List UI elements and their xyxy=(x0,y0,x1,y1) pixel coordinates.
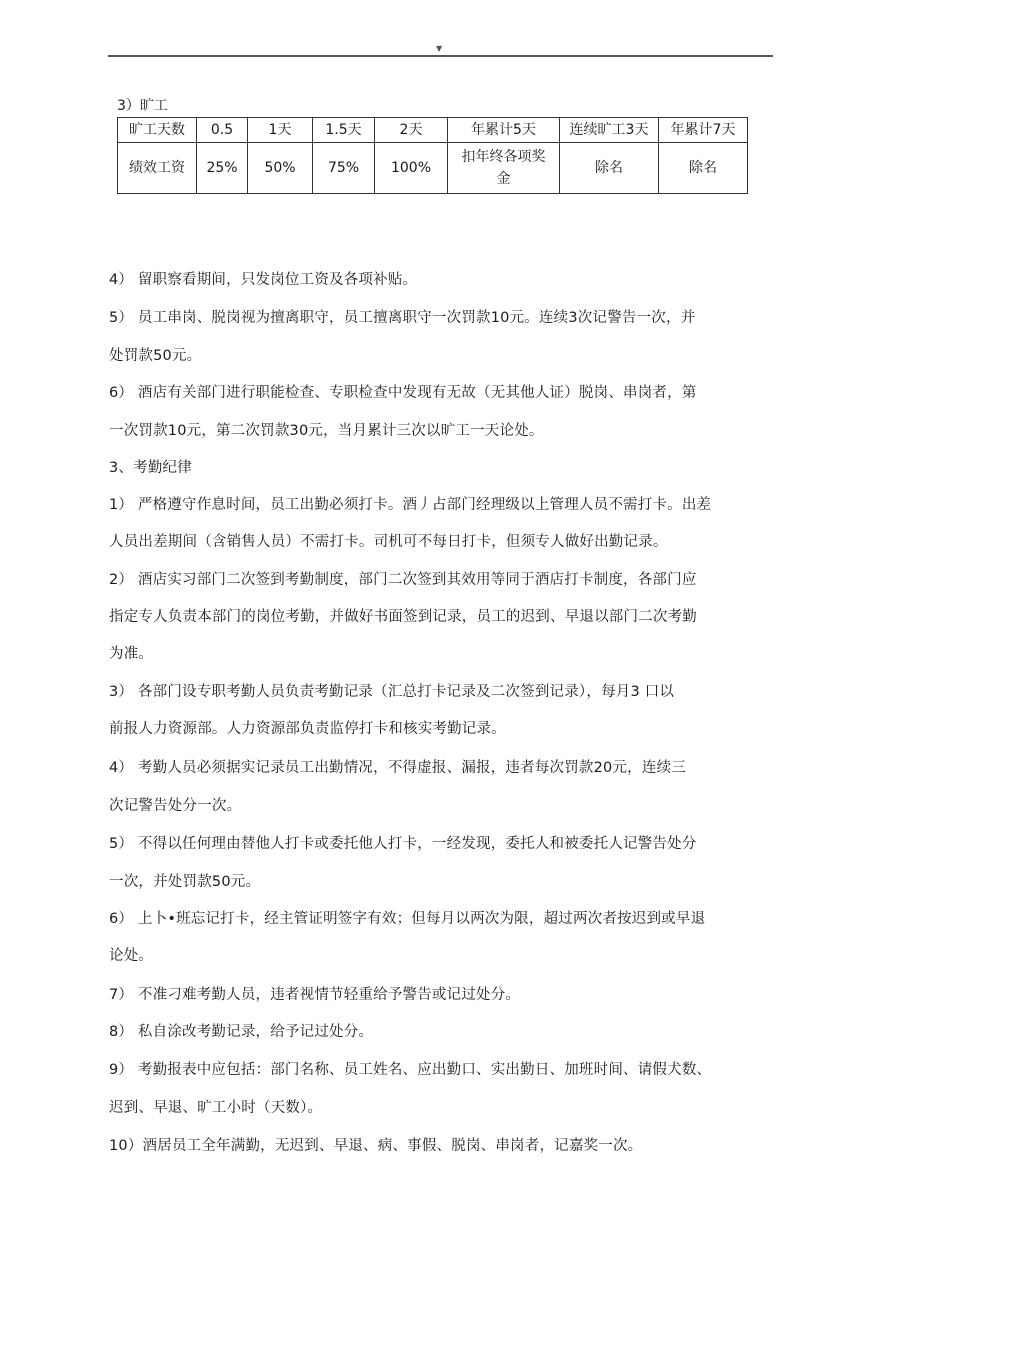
text-line: 5） 不得以任何理由替他人打卡或委托他人打卡，一经发现，委托人和被委托人记警告处分 xyxy=(109,836,697,852)
table-cell: 100% xyxy=(375,143,448,194)
text-line: 一次，并处罚款50元。 xyxy=(109,874,261,890)
table-cell: 50% xyxy=(248,143,313,194)
table-cell: 连续旷工3天 xyxy=(560,118,659,143)
text-line: 9） 考勤报表中应包括：部门名称、员工姓名、应出勤口、实出勤日、加班时间、请假犬数、 xyxy=(109,1062,712,1078)
table-cell: 2天 xyxy=(375,118,448,143)
text-line: 10）酒居员工全年满勤，无迟到、早退、病、事假、脱岗、串岗者，记嘉奖一次。 xyxy=(109,1138,643,1154)
text-line: 一次罚款10元，第二次罚款30元，当月累计三次以旷工一天论处。 xyxy=(109,423,544,439)
text-line: 处罚款50元。 xyxy=(109,348,202,364)
table-cell: 年累计5天 xyxy=(448,118,560,143)
header-rule xyxy=(108,55,773,57)
table-cell: 1天 xyxy=(248,118,313,143)
absence-table xyxy=(117,117,748,194)
text-line: 迟到、早退、旷工小时（天数）。 xyxy=(109,1100,323,1116)
text-line: 人员出差期间（含销售人员）不需打卡。司机可不每日打卡，但须专人做好出勤记录。 xyxy=(109,534,668,550)
section-label-absence: 3）旷工 xyxy=(117,98,168,114)
table-cell: 年累计7天 xyxy=(659,118,748,143)
table-cell: 绩效工资 xyxy=(118,143,197,194)
table-cell: 75% xyxy=(313,143,375,194)
text-line: 6） 上卜•班忘记打卡，经主管证明签字有效；但每月以两次为限，超过两次者按迟到或早退 xyxy=(109,911,706,927)
text-line: 论处。 xyxy=(109,948,154,964)
table-cell: 1.5天 xyxy=(313,118,375,143)
table-cell: 扣年终各项奖金 xyxy=(448,143,560,194)
table-cell: 除名 xyxy=(560,143,659,194)
text-line: 4） 考勤人员必须据实记录员工出勤情况，不得虚报、漏报，违者每次罚款20元，连续三 xyxy=(109,760,686,776)
text-line: 7） 不准刁难考勤人员，违者视情节轻重给予警告或记过处分。 xyxy=(109,987,521,1003)
text-line: 指定专人负责本部门的岗位考勤，并做好书面签到记录，员工的迟到、早退以部门二次考勤 xyxy=(109,609,697,625)
table-row xyxy=(118,143,748,194)
text-line: 2） 酒店实习部门二次签到考勤制度，部门二次签到其效用等同于酒店打卡制度，各部门应 xyxy=(109,572,697,588)
text-line: 5） 员工串岗、脱岗视为擅离职守，员工擅离职守一次罚款10元。连续3次记警告一次，并 xyxy=(109,310,696,326)
table-cell: 旷工天数 xyxy=(118,118,197,143)
table-cell: 除名 xyxy=(659,143,748,194)
text-line: 1） 严格遵守作息时间，员工出勤必须打卡。酒丿占部门经理级以上管理人员不需打卡。出差 xyxy=(109,497,712,513)
text-line: 为准。 xyxy=(109,646,154,662)
table-cell: 0.5 xyxy=(197,118,248,143)
text-line: 前报人力资源部。人力资源部负责监停打卡和核实考勤记录。 xyxy=(109,721,506,737)
section-heading: 3、考勤纪律 xyxy=(109,460,192,476)
text-line: 6） 酒店有关部门进行职能检查、专职检查中发现有无故（无其他人证）脱岗、串岗者，第 xyxy=(109,385,697,401)
text-line: 次记警告处分一次。 xyxy=(109,798,242,814)
table-row xyxy=(118,118,748,143)
text-line: 8） 私自涂改考勤记录，给予记过处分。 xyxy=(109,1024,374,1040)
text-line: 3） 各部门设专职考勤人员负责考勤记录（汇总打卡记录及二次签到记录），每月3 口以 xyxy=(109,684,675,700)
text-line: 4） 留职察看期间，只发岗位工资及各项补贴。 xyxy=(109,272,418,288)
table-cell: 25% xyxy=(197,143,248,194)
header-mark: ▼ xyxy=(436,44,443,53)
